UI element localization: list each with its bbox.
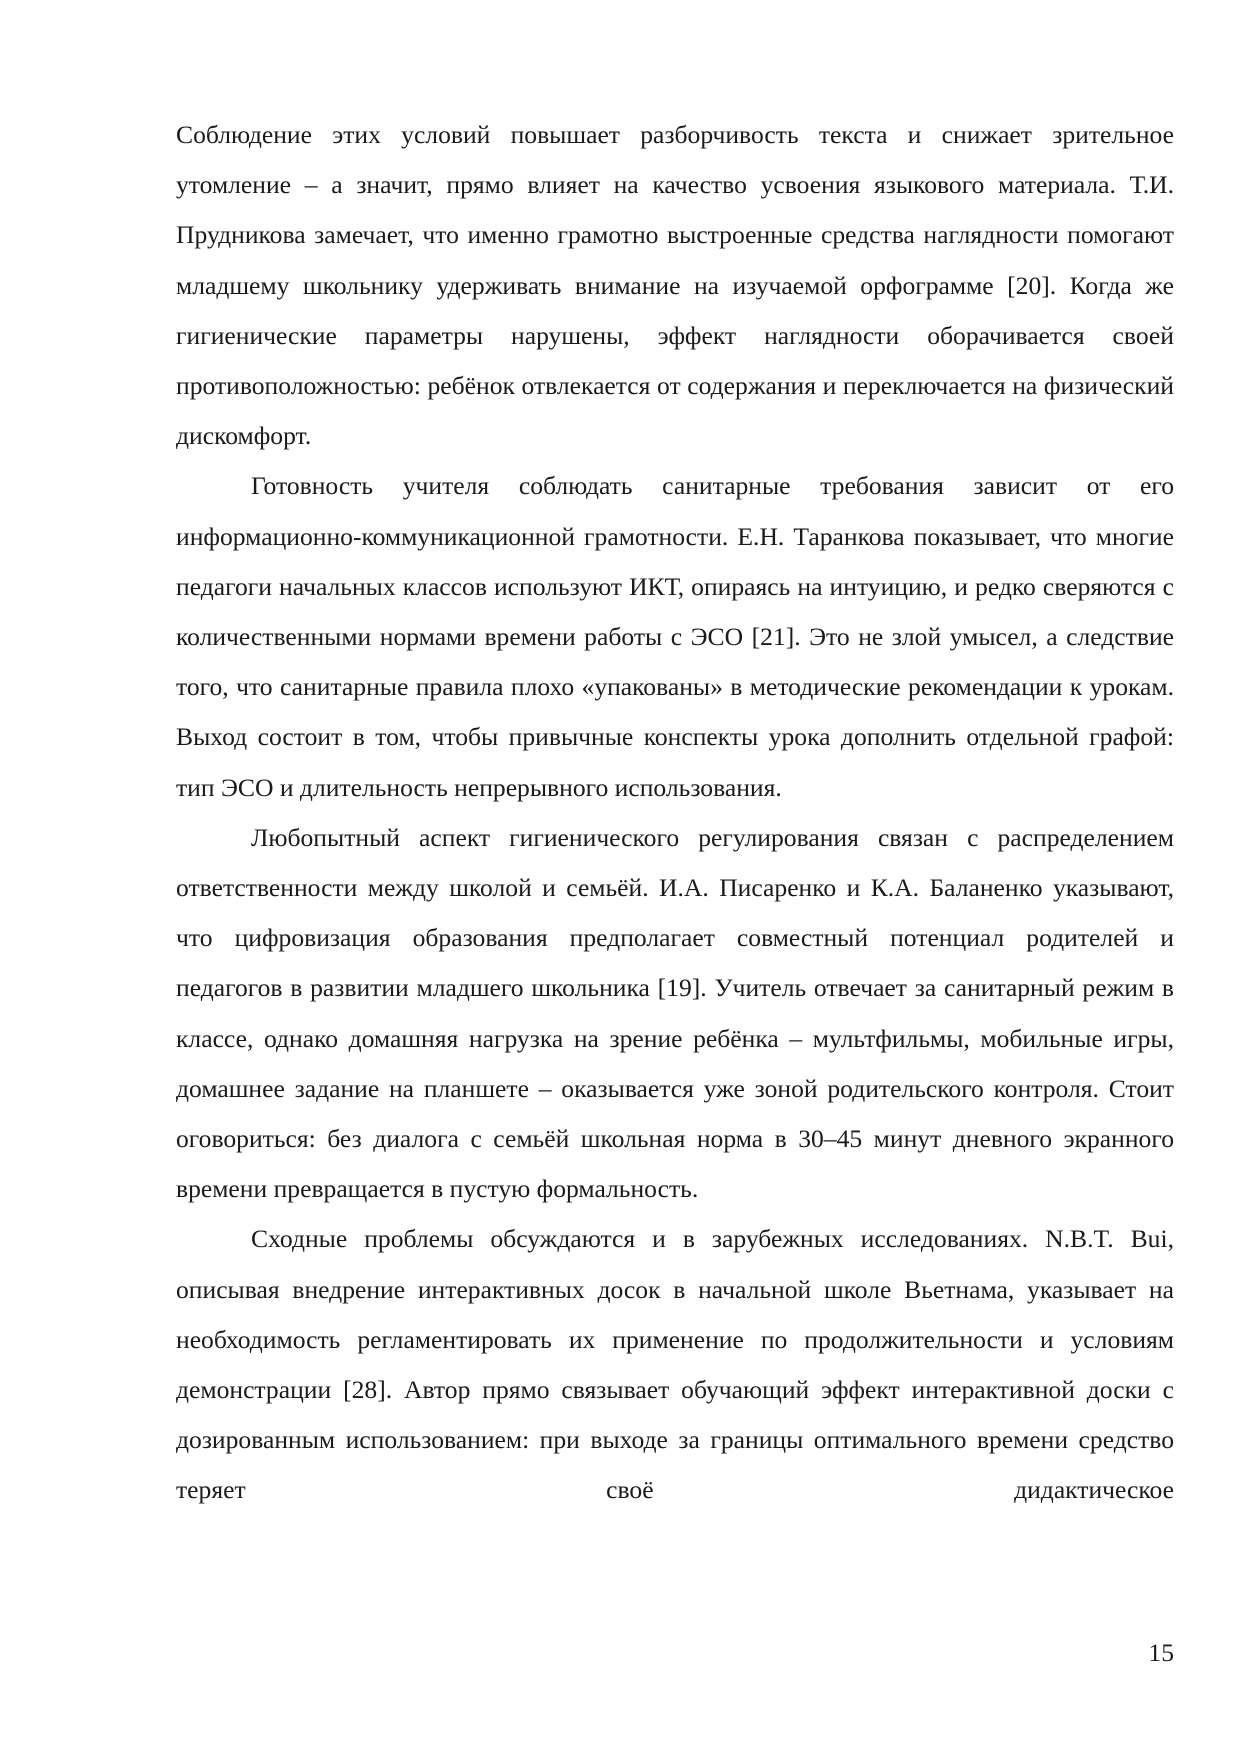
page-number: 15 (1148, 1638, 1174, 1667)
paragraph-1: Соблюдение этих условий повышает разборчивость текста и снижает зрительное утомление – а значит, прямо влияет на качество усвоения языкового материала. Т.И. Прудникова замечает, что именно грамотно выстроенные средства наглядности помогают младшему школьнику удерживать внимание на изучаемой орфограмме [20]. Когда же гигиенические параметры нарушены, эффект наглядности оборачивается своей противоположностью: ребёнок отвлекается от содержания и переключается на физический дискомфорт. (176, 120, 1174, 451)
body-text (176, 110, 1174, 1516)
paragraph-2: Готовность учителя соблюдать санитарные требования зависит от его информационно-коммуникационной грамотности. Е.Н. Таранкова показывает, что многие педагоги начальных классов используют ИКТ, опираясь на интуицию, и редко сверяются с количественными нормами времени работы с ЭСО [21]. Это не злой умысел, а следствие того, что санитарные правила плохо «упакованы» в методические рекомендации к урокам. Выход состоит в том, чтобы привычные конспекты урока дополнить отдельной графой: тип ЭСО и длительность непрерывного использования. (176, 471, 1174, 802)
paragraph-3: Любопытный аспект гигиенического регулирования связан с распределением ответственности между школой и семьёй. И.А. Писаренко и К.А. Баланенко указывают, что цифровизация образования предполагает совместный потенциал родителей и педагогов в развитии младшего школьника [19]. Учитель отвечает за санитарный режим в классе, однако домашняя нагрузка на зрение ребёнка – мультфильмы, мобильные игры, домашнее задание на планшете – оказывается уже зоной родительского контроля. Стоит оговориться: без диалога с семьёй школьная норма в 30–45 минут дневного экранного времени превращается в пустую формальность. (176, 822, 1174, 1204)
paragraph-4: Сходные проблемы обсуждаются и в зарубежных исследованиях. N.B.T. Bui, описывая внедрение интерактивных досок в начальной школе Вьетнама, указывает на необходимость регламентировать их применение по продолжительности и условиям демонстрации [28]. Автор прямо связывает обучающий эффект интерактивной доски с дозированным использованием: при выходе за границы оптимального времени средство теряет своё дидактическое (176, 1224, 1174, 1505)
